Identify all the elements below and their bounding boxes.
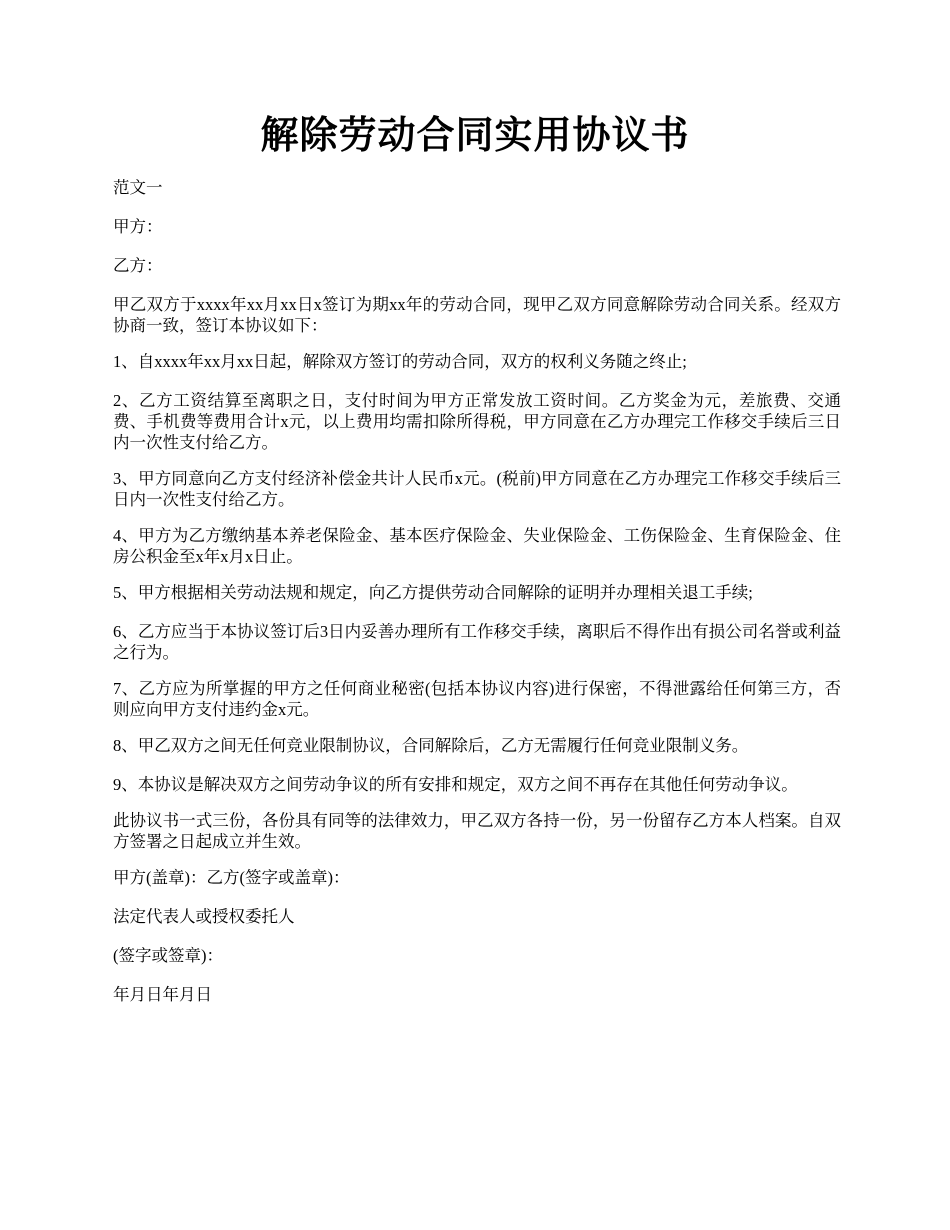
clause-7: 7、乙方应为所掌握的甲方之任何商业秘密(包括本协议内容)进行保密，不得泄露给任何第三方，否则应向甲方支付违约金x元。	[113, 679, 841, 719]
paragraph-intro: 甲乙双方于xxxx年xx月xx日x签订为期xx年的劳动合同，现甲乙双方同意解除劳动合同关系。经双方协商一致，签订本协议如下：	[113, 295, 841, 335]
clause-2: 2、乙方工资结算至离职之日，支付时间为甲方正常发放工资时间。乙方奖金为元，差旅费、交通费、手机费等费用合计x元，以上费用均需扣除所得税，甲方同意在乙方办理完工作移交手续后三日内一次性支付给乙方。	[113, 391, 841, 452]
signature-parties-line: 甲方(盖章)：乙方(签字或盖章)：	[113, 868, 350, 887]
clause-6: 6、乙方应当于本协议签订后3日内妥善办理所有工作移交手续，离职后不得作出有损公司名誉或利益之行为。	[113, 622, 841, 662]
clause-4: 4、甲方为乙方缴纳基本养老保险金、基本医疗保险金、失业保险金、工伤保险金、生育保险金、住房公积金至x年x月x日止。	[113, 526, 841, 566]
document-body	[113, 177, 841, 1023]
paragraph-copies: 此协议书一式三份，各份具有同等的法律效力，甲乙双方各持一份，另一份留存乙方本人档案。自双方签署之日起成立并生效。	[113, 811, 841, 851]
paragraph-party-a: 甲方：	[113, 217, 163, 236]
document-title: 解除劳动合同实用协议书	[260, 115, 690, 157]
signature-sign-line: (签字或签章)：	[113, 946, 223, 965]
signature-date-line: 年月日年月日	[113, 985, 212, 1004]
clause-9: 9、本协议是解决双方之间劳动争议的所有安排和规定，双方之间不再存在其他任何劳动争议。	[113, 775, 798, 794]
paragraph-template-label: 范文一	[113, 178, 163, 197]
clause-5: 5、甲方根据相关劳动法规和规定，向乙方提供劳动合同解除的证明并办理相关退工手续;	[113, 583, 753, 602]
signature-representative-line: 法定代表人或授权委托人	[113, 907, 295, 926]
clause-8: 8、甲乙双方之间无任何竞业限制协议，合同解除后，乙方无需履行任何竞业限制义务。	[113, 736, 749, 755]
clause-3: 3、甲方同意向乙方支付经济补偿金共计人民币x元。(税前)甲方同意在乙方办理完工作移交手续后三日内一次性支付给乙方。	[113, 469, 841, 509]
clause-1: 1、自xxxx年xx月xx日起，解除双方签订的劳动合同，双方的权利义务随之终止;	[113, 352, 687, 371]
paragraph-party-b: 乙方：	[113, 256, 163, 275]
